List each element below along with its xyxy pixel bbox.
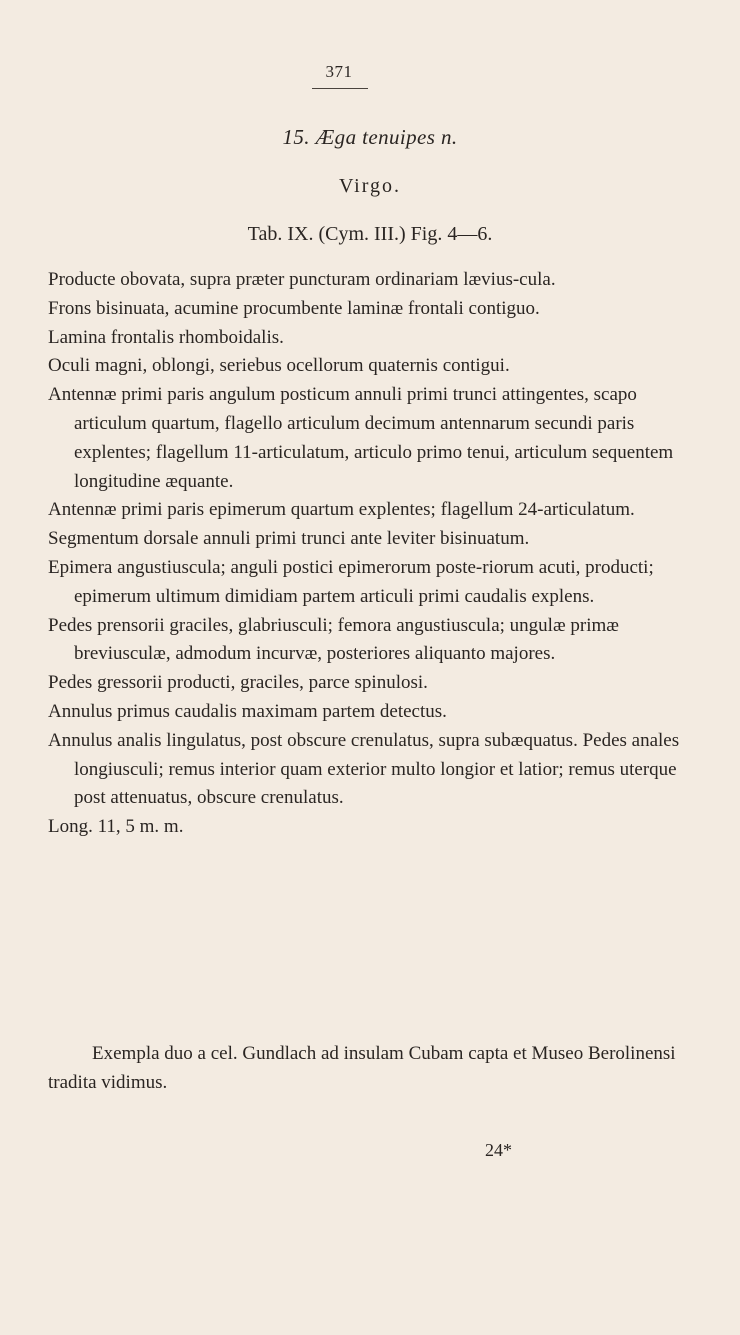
sex-subtitle: Virgo. <box>338 175 402 197</box>
species-heading <box>0 125 740 150</box>
signature-mark: 24* <box>485 1140 512 1160</box>
plate-reference: Tab. IX. (Cym. III.) Fig. 4—6. <box>247 223 493 245</box>
description-entry: Antennæ primi paris angulum posticum annuli primi trunci attingentes, scapo articulum quartum, flagello articulum decimum antennarum secundi paris explentes; flagellum 11-articulatum, articulo primo tenui, articulum sequentem longitudine æquante. <box>48 384 674 492</box>
description-entry: Lamina frontalis rhomboidalis. <box>48 326 284 348</box>
description-entry: Annulus analis lingulatus, post obscure crenulatus, supra subæquatus. Pedes anales longiusculi; remus interior quam exterior multo longior et latior; remus uterque post attenuatus, obscure crenulatus. <box>48 729 680 809</box>
description-entry: Antennæ primi paris epimerum quartum explentes; flagellum 24-articulatum. <box>48 499 635 521</box>
species-number: 15. <box>282 125 310 149</box>
description-entry: Annulus primus caudalis maximam partem detectus. <box>48 700 447 722</box>
description-entry: Pedes prensorii graciles, glabriusculi; femora angustiuscula; ungulæ primæ breviusculæ, admodum incurvæ, posteriores aliquanto majores. <box>48 614 619 665</box>
species-title: Æga tenuipes n. <box>315 125 458 149</box>
description-entry: Epimera angustiuscula; anguli postici epimerorum poste-riorum acuti, producti; epimerum ultimum dimidiam partem articuli primi caudalis explens. <box>48 556 654 607</box>
description-entry: Oculi magni, oblongi, seriebus ocellorum quaternis contigui. <box>48 355 510 377</box>
description-entry: Pedes gressorii producti, graciles, parce spinulosi. <box>48 672 428 694</box>
description-entry: Segmentum dorsale annuli primi trunci ante leviter bisinuatum. <box>48 528 530 550</box>
closing-paragraph: Exempla duo a cel. Gundlach ad insulam Cubam capta et Museo Berolinensi tradita vidimus. <box>48 1043 676 1093</box>
description-entry: Frons bisinuata, acumine procumbente laminæ frontali contiguo. <box>48 297 540 319</box>
description-block <box>48 266 688 842</box>
description-entry: Long. 11, 5 m. m. <box>48 816 184 838</box>
page-number-rule <box>312 88 368 89</box>
description-entry: Producte obovata, supra præter puncturam ordinariam lævius-cula. <box>48 269 556 290</box>
page-number: 371 <box>325 62 353 81</box>
